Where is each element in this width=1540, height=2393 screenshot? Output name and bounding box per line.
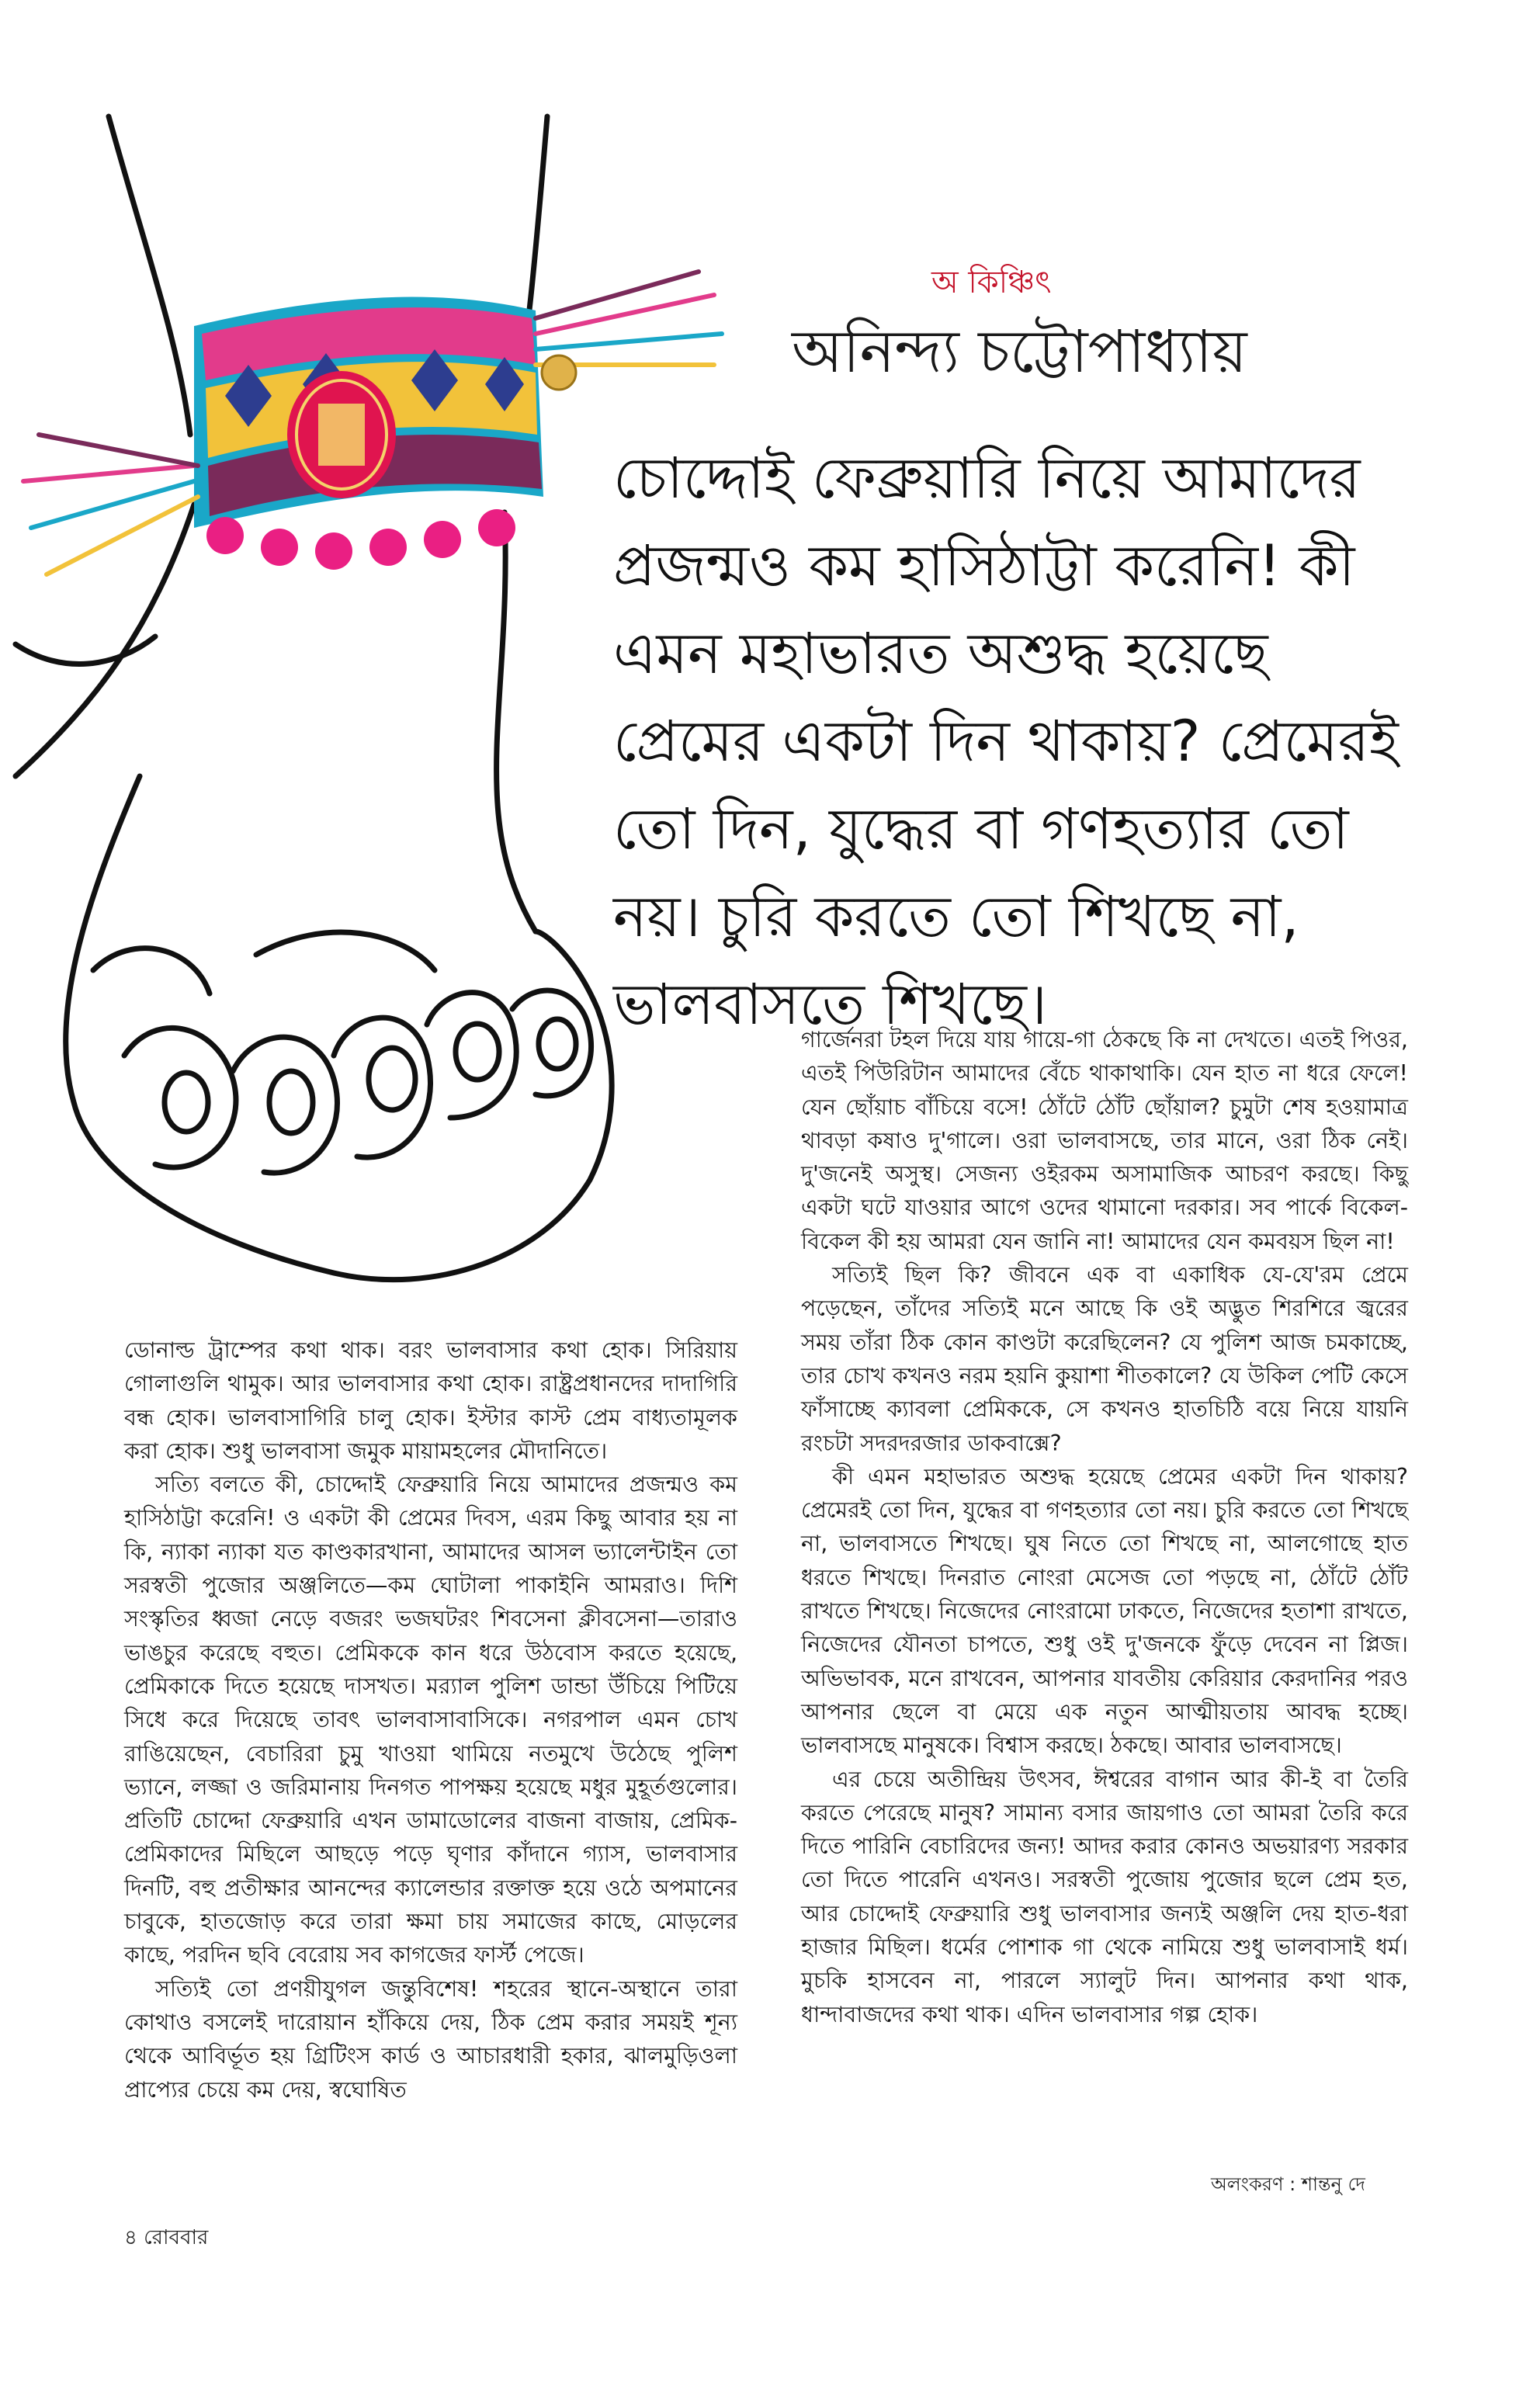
left-paragraph-2: সত্যি বলতে কী, চোদ্দোই ফেব্রুয়ারি নিয়ে আমাদের প্রজন্মও কম হাসিঠাট্টা করেনি! ও একটা কী প্রেমের দিবস, এরম কিছু আবার হয় না কি, ন্যাকা ন্যাকা যত কাণ্ডকারখানা, আমাদের আসল ভ্যালেন্টাইন তো সরস্বতী পুজোর অঞ্জলিতে—কম ঘোটালা পাকাইনি আমরাও। দিশি সংস্কৃতির ধ্বজা নেড়ে বজরং ভজঘটরং শিবসেনা ক্লীবসেনা—তারাও ভাঙচুর করেছে বহুত। প্রেমিককে কান ধরে উঠবোস করতে হয়েছে, প্রেমিকাকে দিতে হয়েছে দাসখত। মর‍্যাল পুলিশ ডান্ডা উঁচিয়ে পিটিয়ে সিধে করে দিয়েছে তাবৎ ভালবাসাবাসিকে। নগরপাল এমন চোখ রাঙিয়েছেন, বেচারিরা চুমু খাওয়া থামিয়ে নতমুখে উঠেছে পুলিশ ভ্যানে, লজ্জা ও জরিমানায় দিনগত পাপক্ষয় হয়েছে মধুর মুহূর্তগুলোর। প্রতিটি চোদ্দো ফেব্রুয়ারি এখন ডামাডোলের বাজনা বাজায়, প্রেমিক-প্রেমিকাদের মিছিলে আছড়ে পড়ে ঘৃণার কাঁদানে গ্যাস, ভালবাসার দিনটি, বহু প্রতীক্ষার আনন্দের ক্যালেন্ডার রক্তাক্ত হয়ে ওঠে অপমানের চাবুকে, হাতজোড় করে তারা ক্ষমা চায় সমাজের কাছে, মোড়লের কাছে, পরদিন ছবি বেরোয় সব কাগজের ফার্স্ট পেজে। bbox=[124, 1472, 737, 1968]
article-column-left bbox=[124, 1333, 737, 2107]
left-paragraph-3: সত্যিই তো প্রণয়ীযুগল জন্তুবিশেষ! শহরের স্থানে-অস্থানে তারা কোথাও বসলেই দারোয়ান হাঁকিয়ে দেয়, ঠিক প্রেম করার সময়ই শূন্য থেকে আবির্ভূত হয় গ্রিটিংস কার্ড ও আচারধারী হকার, ঝালমুড়িওলা প্রাপ্যের চেয়ে কম দেয়, স্বঘোষিত bbox=[124, 1975, 737, 2103]
left-paragraph-1: ডোনাল্ড ট্রাম্পের কথা থাক। বরং ভালবাসার কথা হোক। সিরিয়ায় গোলাগুলি থামুক। আর ভালবাসার কথা হোক। রাষ্ট্রপ্রধানদের দাদাগিরি বন্ধ হোক। ভালবাসাগিরি চালু হোক। ইস্টার কাস্ট প্রেম বাধ্যতামূলক করা হোক। শুধু ভালবাসা জমুক মায়ামহলের মৌদানিতে। bbox=[124, 1337, 737, 1464]
right-paragraph-2: সত্যিই ছিল কি? জীবনে এক বা একাধিক যে-যে'রম প্রেমে পড়েছেন, তাঁদের সত্যিই মনে আছে কি ওই অদ্ভুত শিরশিরে জ্বরের সময় তাঁরা ঠিক কোন কাণ্ডটা করেছিলেন? যে পুলিশ আজ চমকাচ্ছে, তার চোখ কখনও নরম হয়নি কুয়াশা শীতকালে? যে উকিল পেটি কেসে ফাঁসাচ্ছে ক্যাবলা প্রেমিককে, সে কখনও হাতচিঠি বয়ে নিয়ে যায়নি রংচটা সদরদরজার ডাকবাক্সে? bbox=[801, 1262, 1408, 1456]
page-folio: ৪ রোববার bbox=[124, 2226, 209, 2249]
article-column-right bbox=[801, 1023, 1408, 2031]
illustration-credit: অলংকরণ : শান্তনু দে bbox=[1211, 2173, 1365, 2195]
right-paragraph-4: এর চেয়ে অতীন্দ্রিয় উৎসব, ঈশ্বরের বাগান আর কী-ই বা তৈরি করতে পেরেছে মানুষ? সামান্য বসার জায়গাও তো আমরা তৈরি করে দিতে পারিনি বেচারিদের জন্য! আদর করার কোনও অভয়ারণ্য সরকার তো দিতে পারেনি এখনও। সরস্বতী পুজোয় পুজোর ছলে প্রেম হত, আর চোদ্দোই ফেব্রুয়ারি শুধু ভালবাসার জন্যই অঞ্জলি দেয় হাত-ধরা হাজার মিছিল। ধর্মের পোশাক গা থেকে নামিয়ে শুধু ভালবাসাই ধর্ম। মুচকি হাসবেন না, পারলে স্যালুট দিন। আপনার কথা থাক, ধান্দাবাজদের কথা থাক। এদিন ভালবাসার গল্প হোক। bbox=[801, 1766, 1408, 2027]
author-name: অনিন্দ্য চট্টোপাধ্যায় bbox=[792, 317, 1247, 386]
pull-quote: চোদ্দোই ফেব্রুয়ারি নিয়ে আমাদের প্রজন্মও কম হাসিঠাট্টা করেনি! কী এমন মহাভারত অশুদ্ধ হয়েছে প্রেমের একটা দিন থাকায়? প্রেমেরই তো দিন, যুদ্ধের বা গণহত্যার তো নয়। চুরি করতে তো শিখছে না, ভালবাসতে শিখছে। bbox=[613, 446, 1399, 1038]
column-kicker: অ কিঞ্চিৎ bbox=[931, 265, 1052, 300]
right-paragraph-3: কী এমন মহাভারত অশুদ্ধ হয়েছে প্রেমের একটা দিন থাকায়? প্রেমেরই তো দিন, যুদ্ধের বা গণহত্যার তো নয়। চুরি করতে তো শিখছে না, ভালবাসতে শিখছে। ঘুষ নিতে তো শিখছে না, আলগোছে হাত ধরতে শিখছে। দিনরাত নোংরা মেসেজ তো পড়ছে না, ঠোঁটে ঠোঁট রাখতে শিখছে। নিজেদের নোংরামো ঢাকতে, নিজেদের হতাশা রাখতে, নিজেদের যৌনতা চাপতে, শুধু ওই দু'জনকে ফুঁড়ে দেবেন না প্লিজ। অভিভাবক, মনে রাখবেন, আপনার যাবতীয় কেরিয়ার কেরদানির পরও আপনার ছেলে বা মেয়ে এক নতুন আত্মীয়তায় আবদ্ধ হচ্ছে। ভালবাসছে মানুষকে। বিশ্বাস করছে। ঠকছে। আবার ভালবাসছে। bbox=[801, 1463, 1408, 1759]
right-paragraph-1: গার্জেনরা টহল দিয়ে যায় গায়ে-গা ঠেকছে কি না দেখতে। এতই পিওর, এতই পিউরিটান আমাদের বেঁচে থাকাথাকি। যেন হাত না ধরে ফেলে! যেন ছোঁয়াচ বাঁচিয়ে বসে! ঠোঁটে ঠোঁট ছোঁয়াল? চুমুটা শেষ হওয়ামাত্র থাবড়া কষাও দু'গালে। ওরা ভালবাসছে, তার মানে, ওরা ঠিক নেই। দু'জনেই অসুস্থ। সেজন্য ওইরকম অসামাজিক আচরণ করছে। কিছু একটা ঘটে যাওয়ার আগে ওদের থামানো দরকার। সব পার্কে বিকেল-বিকেল কী হয় আমরা যেন জানি না! আমাদের যেন কমবয়স ছিল না! bbox=[801, 1027, 1408, 1254]
